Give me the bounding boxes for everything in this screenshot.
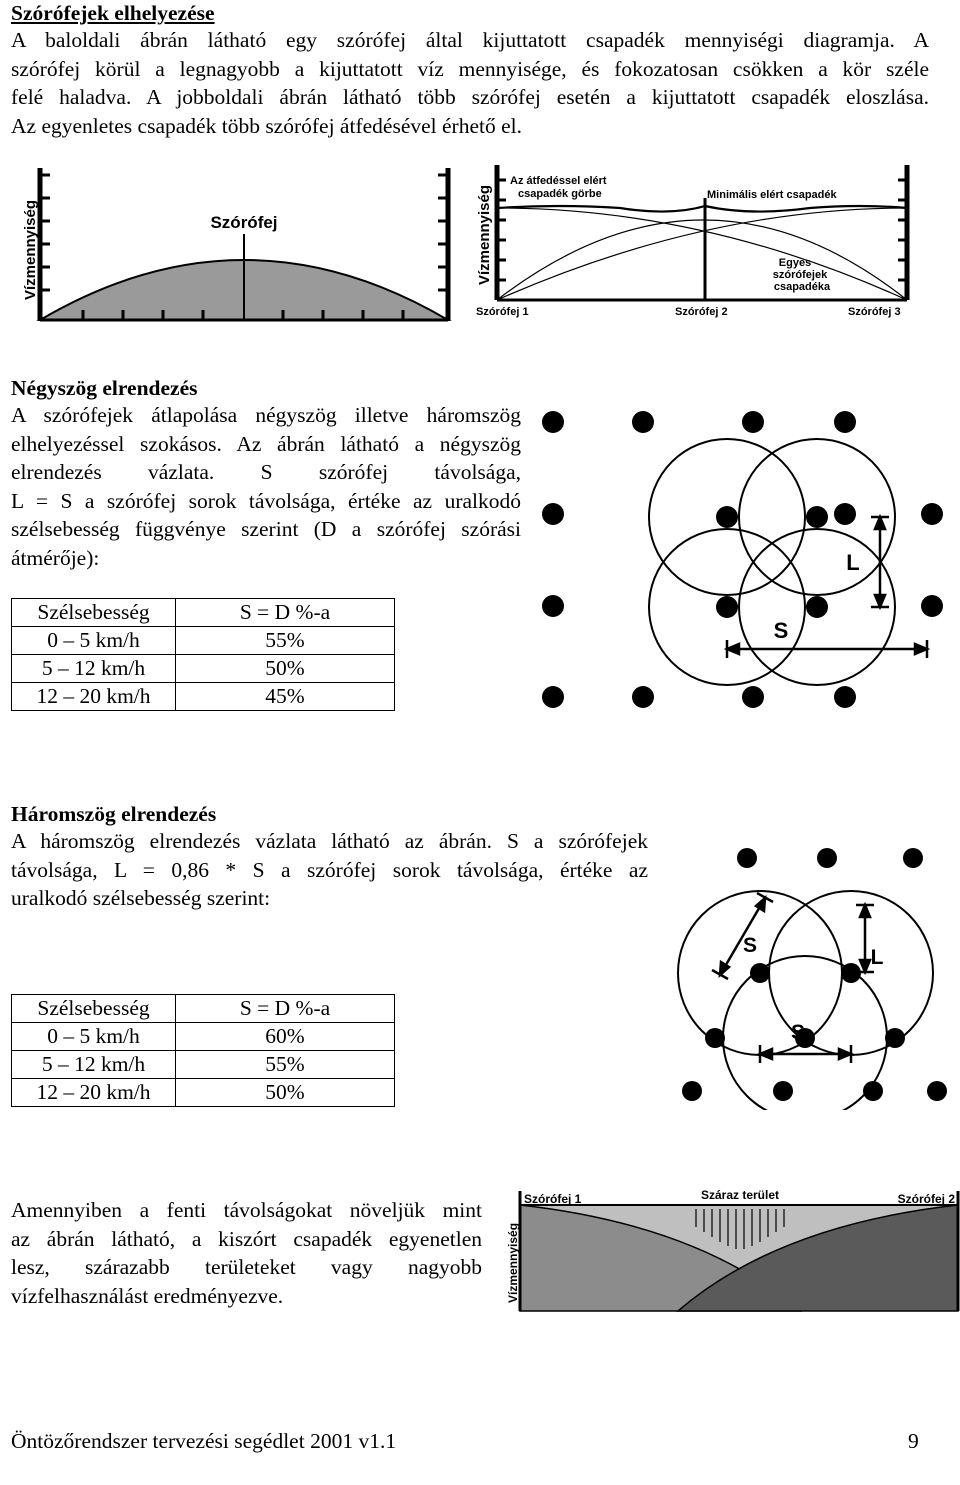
figure-ylabel: Vízmennyiség [506,1222,520,1303]
paragraph-line: lesz, szárazabb területeket vagy nagyobb [11,1255,482,1279]
dry-area-figure [500,1185,960,1315]
paragraph-line: szélsebesség függvénye szerint (D a szórófej szórási [11,517,521,541]
table-header-row [12,995,395,1023]
page-number: 9 [908,1429,919,1453]
paragraph-line: felé haladva. A jobboldali ábrán látható több szórófej esetén a kijuttatott csapadék eloszlása. [11,85,929,109]
multi-sprinkler-figure [470,160,915,322]
sprinkler-2-label: Szórófej 2 [675,306,728,318]
overlap-label: Az átfedéssel elért [510,175,607,187]
dimension-l [871,517,889,607]
table-cell: 12 – 20 km/h [12,683,176,711]
table-row [12,1051,395,1079]
paragraph-line: uralkodó szélsebesség szerint: [11,886,271,910]
table-cell: 0 – 5 km/h [12,1023,176,1051]
triangle-layout-diagram [655,840,955,1110]
single-sprinkler-curves [497,208,907,300]
label-l: L [846,550,860,575]
table-cell: 50% [176,1079,395,1107]
paragraph-line: vízfelhasználást eredményezve. [11,1283,284,1308]
single-label: szórófejek [772,269,828,281]
label-s: S [790,1021,806,1044]
table-row [12,655,395,683]
paragraph-line: távolsága, L = 0,86 * S a szórófej sorok távolsága, értéke az [11,857,648,882]
table-cell: 5 – 12 km/h [12,655,176,683]
footer-title: Öntözőrendszer tervezési segédlet 2001 v1.1 [11,1429,397,1453]
wind-speed-table [11,598,395,711]
paragraph-line: Az egyenletes csapadék több szórófej átfedésével érhető el. [11,113,522,138]
paragraph-line: az ábrán látható, a kiszórt csapadék egyenetlen [11,1226,482,1251]
coverage-circles [678,891,933,1110]
paragraph-line: Amennyiben a fenti távolságokat növeljük mint [11,1198,482,1222]
table-header: S = D %-a [176,599,395,627]
table-cell: 0 – 5 km/h [12,627,176,655]
paragraph-line: szórófej körül a legnagyobb a kijuttatott víz mennyisége, és fokozatosan csökken a kör széle [11,56,929,81]
label-l: L [870,946,884,969]
table-cell: 5 – 12 km/h [12,1051,176,1079]
table-header: Szélsebesség [12,995,176,1023]
paragraph-line: elrendezés vázlata. S szórófej távolsága, [11,460,521,484]
table-row [12,1079,395,1107]
table-cell: 55% [176,627,395,655]
section-square [11,375,521,572]
square-layout-diagram [535,400,955,720]
wind-speed-table [11,994,395,1107]
paragraph-line: A szórófejek átlapolása négyszög illetve háromszög [11,403,521,427]
table-row [12,683,395,711]
single-sprinkler-figure [8,160,458,325]
paragraph-line: elhelyezéssel szokásos. Az ábrán látható a négyszög [11,431,521,456]
table-header-row [12,599,395,627]
table-header: S = D %-a [176,995,395,1023]
sprinkler-3-label: Szórófej 3 [848,306,901,318]
table-cell: 12 – 20 km/h [12,1079,176,1107]
paragraph-line: L = S a szórófej sorok távolsága, értéke az uralkodó [11,488,521,513]
table-cell: 55% [176,1051,395,1079]
paragraph-line: átmérője): [11,545,100,570]
label-s: S [773,618,789,643]
single-label: csapadéka [773,281,831,293]
dry-area-label: Száraz terület [700,1188,780,1202]
label-s: S [742,934,758,957]
overlap-label: csapadék görbe [518,188,602,200]
sprinkler-1-label: Szórófej 1 [524,1192,582,1206]
table-header: Szélsebesség [12,599,176,627]
sprinkler-1-label: Szórófej 1 [476,306,529,318]
paragraph-line: A baloldali ábrán látható egy szórófej által kijuttatott csapadék mennyiségi diagramja. A [11,28,929,52]
section-placement [11,0,929,140]
figure-ylabel: Vízmennyiség [22,199,39,300]
sprinkler-label: Szórófej [210,213,278,232]
single-label: Egyes [778,257,812,269]
minimum-label: Minimális elért csapadék [707,189,837,201]
section-title: Háromszög elrendezés [11,802,217,826]
paragraph-line: A háromszög elrendezés vázlata látható az ábrán. S a szórófejek [11,829,648,853]
table-cell: 60% [176,1023,395,1051]
section-title: Szórófejek elhelyezése [11,1,215,25]
section-title: Négyszög elrendezés [11,376,198,400]
table-cell: 50% [176,655,395,683]
table-row [12,1023,395,1051]
table-cell: 45% [176,683,395,711]
section-triangle [11,801,648,913]
sprinkler-2-label: Szórófej 2 [897,1192,955,1206]
table-row [12,627,395,655]
inner-sprinkler-dots [716,506,828,618]
section-increased-distance [11,1196,482,1310]
figure-ylabel: Vízmennyiség [476,184,493,285]
